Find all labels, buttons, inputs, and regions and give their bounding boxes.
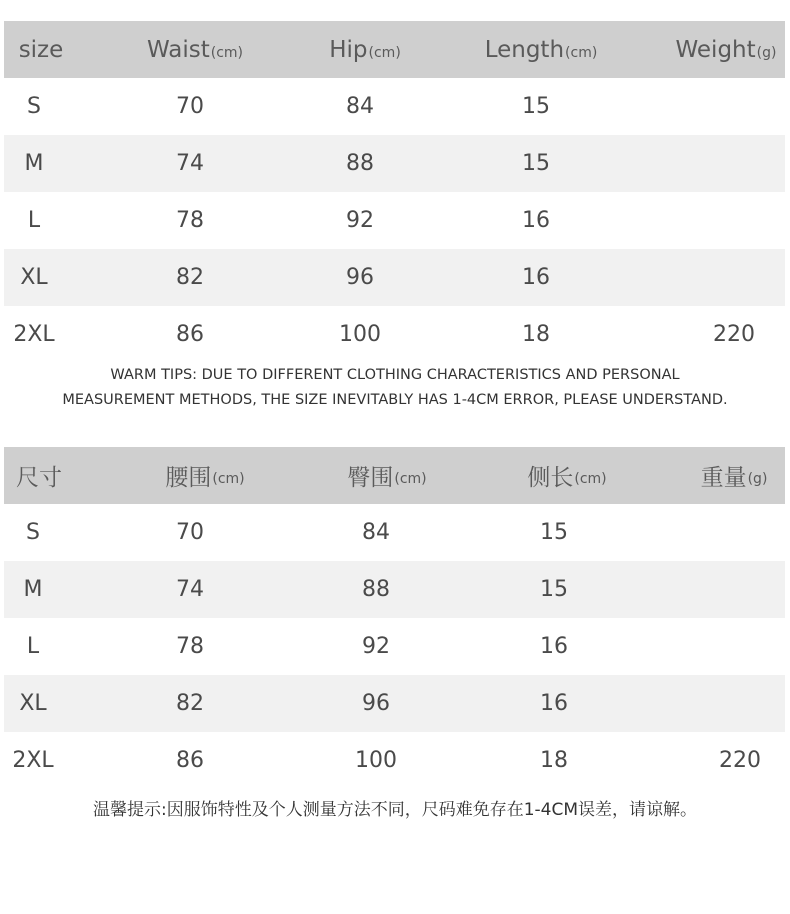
cell-hip: 88 — [346, 151, 374, 176]
cell-size: M — [24, 151, 44, 176]
header-hip — [322, 447, 452, 504]
warm-tips-line-1: WARM TIPS: DUE TO DIFFERENT CLOTHING CHARACTERISTICS AND PERSONAL — [110, 367, 680, 383]
header-label: size — [18, 36, 64, 63]
cell-size: XL — [19, 691, 47, 716]
cell-size: XL — [20, 265, 48, 290]
cell-waist: 70 — [176, 94, 204, 119]
cell-length: 16 — [522, 265, 550, 290]
header-size — [6, 447, 72, 504]
cell-weight: 220 — [719, 748, 761, 773]
table-header-row — [4, 21, 785, 78]
cell-waist: 74 — [176, 577, 204, 602]
cell-size: M — [23, 577, 43, 602]
header-unit: (g) — [756, 44, 777, 61]
cell-weight — [700, 675, 780, 732]
cell-length: 15 — [540, 577, 568, 602]
table-row — [4, 504, 785, 561]
header-unit: (cm) — [574, 470, 607, 487]
cell-weight — [694, 78, 774, 135]
table-row — [4, 135, 785, 192]
cell-hip: 96 — [362, 691, 390, 716]
cell-size: S — [26, 520, 40, 545]
header-label: 侧长 — [527, 465, 574, 491]
cell-size: 2XL — [12, 748, 54, 773]
header-label: Hip — [329, 36, 368, 63]
header-label: 尺寸 — [16, 465, 62, 491]
table-header-row — [4, 447, 785, 504]
cell-weight — [700, 561, 780, 618]
cell-hip: 92 — [346, 208, 374, 233]
cell-length: 16 — [540, 634, 568, 659]
header-label: Length — [484, 36, 565, 63]
cell-weight — [700, 504, 780, 561]
cell-waist: 70 — [176, 520, 204, 545]
header-unit: (g) — [747, 470, 768, 487]
cell-length: 16 — [540, 691, 568, 716]
header-weight — [666, 21, 786, 78]
cell-hip: 84 — [362, 520, 390, 545]
header-length — [502, 447, 632, 504]
size-table-chinese — [4, 447, 785, 789]
header-size — [6, 21, 76, 78]
table-row — [4, 675, 785, 732]
table-row — [4, 249, 785, 306]
cell-hip: 92 — [362, 634, 390, 659]
header-length — [466, 21, 616, 78]
header-unit: (cm) — [368, 44, 401, 61]
header-unit: (cm) — [212, 470, 245, 487]
cell-weight — [694, 249, 774, 306]
cell-weight — [694, 192, 774, 249]
header-label: Waist — [146, 36, 210, 63]
cell-hip: 88 — [362, 577, 390, 602]
header-unit: (cm) — [394, 470, 427, 487]
cell-waist: 78 — [176, 208, 204, 233]
table-row — [4, 618, 785, 675]
header-label: 臀围 — [347, 465, 394, 491]
cell-hip: 100 — [355, 748, 397, 773]
warm-tips-line-2: MEASUREMENT METHODS, THE SIZE INEVITABLY HAS 1-4CM ERROR, PLEASE UNDERSTAND. — [62, 392, 728, 408]
cell-length: 15 — [522, 151, 550, 176]
cell-hip: 96 — [346, 265, 374, 290]
table-row — [4, 732, 785, 789]
cell-waist: 82 — [176, 691, 204, 716]
header-waist — [140, 447, 270, 504]
cell-length: 15 — [540, 520, 568, 545]
cell-size: S — [27, 94, 41, 119]
cell-waist: 78 — [176, 634, 204, 659]
table-row — [4, 78, 785, 135]
warm-tips-chinese: 温馨提示:因服饰特性及个人测量方法不同，尺码难免存在1-4CM误差，请谅解。 — [92, 800, 698, 820]
header-label: Weight — [675, 36, 756, 63]
cell-weight: 220 — [713, 322, 755, 347]
cell-waist: 86 — [176, 748, 204, 773]
cell-size: L — [27, 208, 41, 233]
cell-length: 15 — [522, 94, 550, 119]
header-unit: (cm) — [210, 44, 244, 61]
header-unit: (cm) — [565, 44, 598, 61]
cell-length: 18 — [540, 748, 568, 773]
header-label: 重量 — [700, 465, 747, 491]
size-table-english — [4, 21, 785, 363]
cell-waist: 86 — [176, 322, 204, 347]
cell-hip: 100 — [339, 322, 381, 347]
table-row — [4, 561, 785, 618]
header-hip — [300, 21, 430, 78]
cell-waist: 82 — [176, 265, 204, 290]
cell-waist: 74 — [176, 151, 204, 176]
table-row — [4, 306, 785, 363]
cell-weight — [700, 618, 780, 675]
cell-length: 18 — [522, 322, 550, 347]
cell-size: 2XL — [13, 322, 55, 347]
cell-length: 16 — [522, 208, 550, 233]
table-row — [4, 192, 785, 249]
header-weight — [684, 447, 784, 504]
warm-tips-english — [0, 363, 790, 413]
cell-weight — [694, 135, 774, 192]
cell-size: L — [26, 634, 40, 659]
header-label: 腰围 — [165, 465, 212, 491]
header-waist — [130, 21, 260, 78]
cell-hip: 84 — [346, 94, 374, 119]
